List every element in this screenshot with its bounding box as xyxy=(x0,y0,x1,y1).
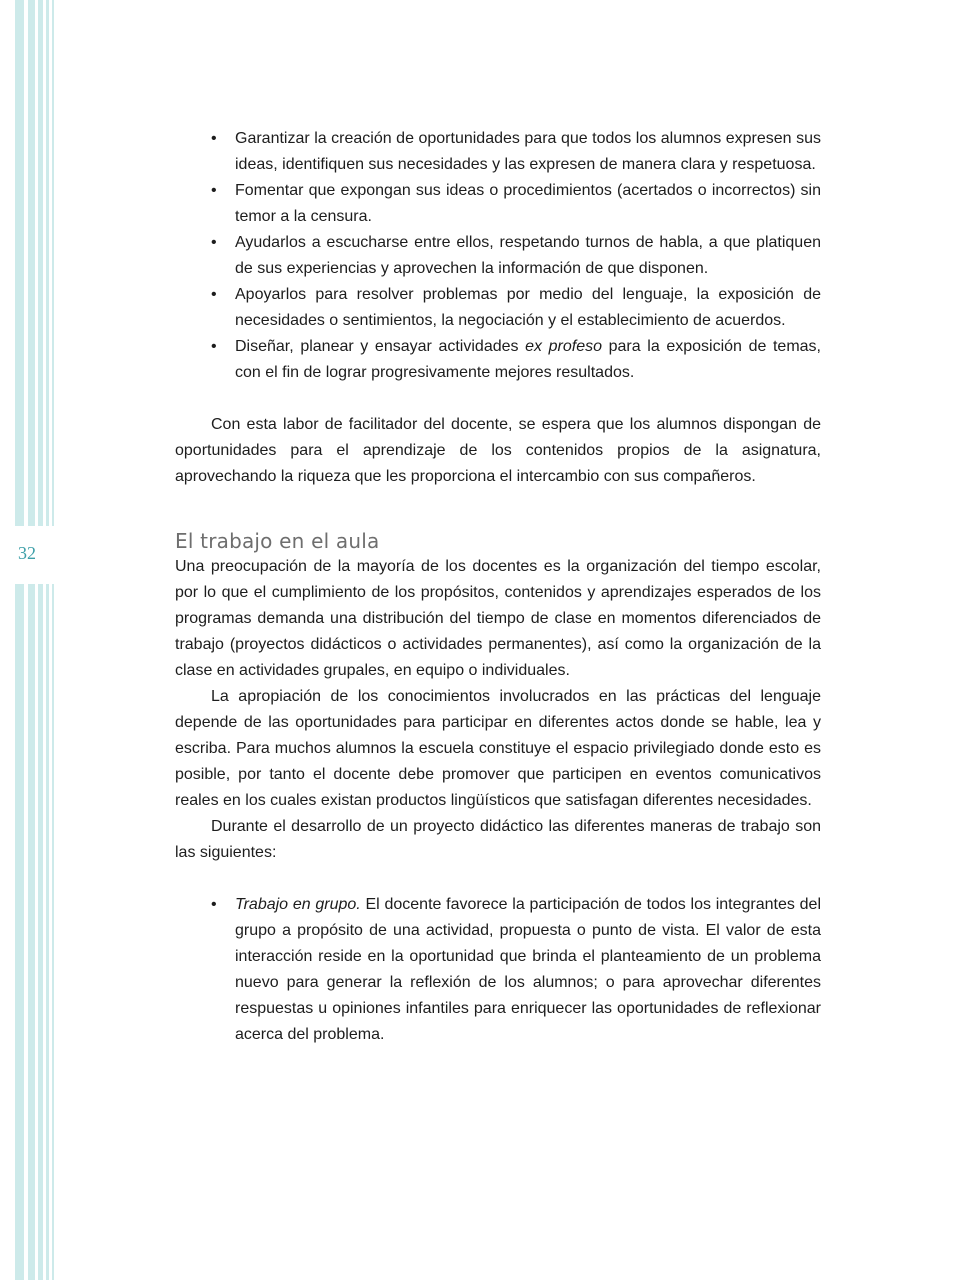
stripe xyxy=(38,0,43,1280)
bullet-icon: • xyxy=(211,338,217,355)
list-item-text: Ayudarlos a escucharse entre ellos, respetando turnos de habla, a que platiquen de sus experiencias y aprovechen la información de que disponen. xyxy=(235,234,821,277)
page-content xyxy=(175,126,821,1048)
section-heading: El trabajo en el aula xyxy=(175,529,380,553)
bullet-icon: • xyxy=(211,130,217,147)
bullet-list-2 xyxy=(175,892,821,1048)
list-item xyxy=(175,230,821,282)
list-item-text-post: El docente favorece la participación de todos los integrantes del grupo a propósito de una actividad, propuesta o punto de vista. El valor de esta interacción reside en la oportunidad que brinda el planteamiento de un problema nuevo para generar la reflexión de los alumnos; o para aprovechar diferentes respuestas u opiniones infantiles para enriquecer las oportunidades de reflexionar acerca del problema. xyxy=(235,896,821,1043)
list-item-text: Garantizar la creación de oportunidades para que todos los alumnos expresen sus ideas, identifiquen sus necesidades y las expresen de manera clara y respetuosa. xyxy=(235,130,821,173)
list-item xyxy=(175,178,821,230)
bullet-icon: • xyxy=(211,896,217,913)
page-number: 32 xyxy=(18,543,36,563)
bullet-list-1 xyxy=(175,126,821,386)
stripe xyxy=(15,0,24,1280)
section-paragraph-3: Durante el desarrollo de un proyecto didáctico las diferentes maneras de trabajo son las siguientes: xyxy=(175,818,821,861)
bullet-icon: • xyxy=(211,234,217,251)
paragraph-facilitador: Con esta labor de facilitador del docente, se espera que los alumnos dispongan de oportunidades para el aprendizaje de los contenidos propios de la asignatura, aprovechando la riqueza que les proporciona el intercambio con sus compañeros. xyxy=(175,416,821,485)
list-item xyxy=(175,334,821,386)
list-item-text: Apoyarlos para resolver problemas por medio del lenguaje, la exposición de necesidades o sentimientos, la negociación y el establecimiento de acuerdos. xyxy=(235,286,821,329)
list-item-text-pre: Diseñar, planear y ensayar actividades xyxy=(235,338,526,355)
stripe xyxy=(46,0,49,1280)
stripe xyxy=(28,0,35,1280)
section-paragraph-2: La apropiación de los conocimientos involucrados en las prácticas del lenguaje depende de las oportunidades para participar en diferentes actos donde se hable, lea y escriba. Para muchos alumnos la escuela constituye el espacio privilegiado donde esto es posible, por tanto el docente debe promover que participen en eventos comunicativos reales en los cuales existan productos lingüísticos que satisfagan diferentes necesidades. xyxy=(175,688,821,809)
bullet-icon: • xyxy=(211,182,217,199)
section-paragraph-1: Una preocupación de la mayoría de los docentes es la organización del tiempo escolar, por lo que el cumplimiento de los propósitos, contenidos y aprendizajes esperados de los programas demanda una distribución del tiempo de clase en momentos diferenciados de trabajo (proyectos didácticos o actividades permanentes), así como la organización de la clase en actividades grupales, en equipo o individuales. xyxy=(175,558,821,679)
bullet-icon: • xyxy=(211,286,217,303)
list-item-text-post: para la exposición de temas, con el fin de lograr progresivamente mejores resultados. xyxy=(235,338,821,381)
decorative-side-stripes xyxy=(0,0,60,1280)
list-item xyxy=(175,126,821,178)
list-item-text-italic: Trabajo en grupo. xyxy=(235,896,361,913)
stripe xyxy=(52,0,54,1280)
list-item xyxy=(175,282,821,334)
list-item-text: Fomentar que expongan sus ideas o procedimientos (acertados o incorrectos) sin temor a la censura. xyxy=(235,182,821,225)
list-item xyxy=(175,892,821,1048)
list-item-text-italic: ex profeso xyxy=(525,338,603,355)
